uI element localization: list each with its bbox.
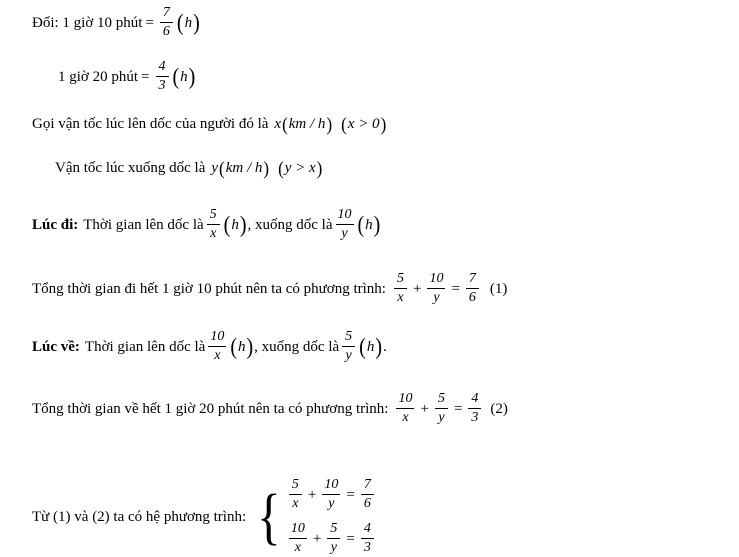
solution-line-convert-2 (58, 60, 196, 94)
line8-f2-numerator: 5 (437, 391, 445, 406)
line1-paren-open: ( (176, 10, 184, 36)
line2-paren-close: ) (188, 64, 196, 90)
sys2-fraction-1 (289, 521, 307, 555)
line7-text2: , xuống dốc là (254, 338, 340, 355)
sys2-f1-numerator: 10 (290, 521, 305, 537)
system-brace: { (257, 483, 281, 552)
luc-di-label: Lúc đi: (32, 216, 79, 233)
sys2-fraction-2 (327, 521, 340, 555)
line2-equals: = (141, 68, 150, 85)
line6-plus: + (412, 280, 422, 297)
fraction-bar (342, 346, 355, 347)
line3-paren-close: ) (326, 114, 333, 135)
line6-equals: = (451, 280, 460, 297)
line8-equals: = (453, 400, 463, 417)
line5-paren1-open: ( (223, 212, 231, 238)
system-rows (286, 478, 377, 557)
line5-fraction-2 (336, 207, 354, 241)
sys1-equals: = (346, 486, 355, 503)
sys1-f3-numerator: 7 (363, 477, 371, 492)
line5-paren2-open: ( (357, 212, 365, 238)
line3-paren-open: ( (282, 114, 288, 135)
line3-cond-paren-open: ( (341, 114, 347, 135)
solution-line-define-y (55, 160, 323, 177)
line6-f3-denominator: 6 (468, 289, 476, 305)
fraction-bar (327, 538, 340, 539)
fraction-bar (208, 346, 226, 347)
solution-line-luc-di (32, 208, 381, 242)
fraction-bar (435, 408, 448, 409)
sys2-plus: + (312, 531, 322, 548)
line7-paren2-open: ( (359, 334, 366, 360)
line1-unit: h (184, 14, 193, 31)
line3-variable: x (274, 116, 282, 132)
sys1-f3-denominator: 6 (363, 495, 371, 511)
line9-text: Từ (1) và (2) ta có hệ phương trình: (32, 508, 247, 525)
line6-text: Tổng thời gian đi hết 1 giờ 10 phút nên ta có phương trình: (32, 280, 386, 297)
fraction-bar (427, 288, 445, 289)
line5-unit2: h (365, 216, 373, 233)
sys1-f2-denominator: y (328, 495, 335, 511)
line6-f1-numerator: 5 (396, 271, 404, 286)
line5-fraction-1 (207, 207, 220, 241)
solution-line-convert-1 (32, 6, 201, 40)
fraction-bar (394, 288, 407, 289)
sys2-f3-numerator: 4 (363, 521, 371, 537)
line3-unit: km / h (288, 116, 326, 132)
fraction-bar (396, 408, 414, 409)
line2-numerator: 4 (158, 59, 166, 74)
line6-f1-denominator: x (397, 289, 404, 305)
line8-f3-numerator: 4 (471, 391, 479, 406)
solution-line-luc-ve (32, 330, 387, 364)
line7-paren1-open: ( (230, 334, 237, 360)
line5-paren2-close: ) (373, 212, 381, 238)
fraction-bar (289, 494, 302, 495)
line6-f2-denominator: y (433, 289, 440, 305)
line7-f1-numerator: 10 (210, 329, 225, 344)
equation-system (254, 478, 377, 557)
sys1-fraction-3 (361, 477, 374, 511)
line2-label: 1 giờ 20 phút (58, 68, 139, 85)
fraction-bar (361, 494, 374, 495)
system-equation-1 (286, 478, 377, 512)
fraction-bar (466, 288, 479, 289)
sys2-f2-numerator: 5 (330, 521, 338, 537)
fraction-bar (361, 538, 374, 539)
sys2-equals: = (346, 531, 355, 548)
line5-f1-numerator: 5 (209, 207, 217, 222)
line4-unit: km / h (225, 160, 263, 176)
line4-text: Vận tốc lúc xuống dốc là (55, 160, 206, 176)
line2-paren-open: ( (172, 64, 180, 90)
line5-f2-numerator: 10 (337, 207, 352, 222)
line7-unit2: h (366, 338, 375, 355)
line1-fraction (160, 5, 173, 39)
line3-cond-paren-close: ) (380, 114, 387, 135)
line7-f2-numerator: 5 (345, 329, 353, 344)
line7-fraction-1 (208, 329, 226, 363)
sys1-f1-numerator: 5 (291, 477, 299, 492)
fraction-bar (468, 408, 481, 409)
line4-cond-paren-close: ) (316, 158, 323, 179)
line8-f3-denominator: 3 (471, 409, 479, 425)
line2-denominator: 3 (158, 77, 166, 93)
line1-label: Đổi: 1 giờ 10 phút (32, 14, 143, 31)
luc-ve-label: Lúc về: (32, 338, 80, 355)
line4-condition: y > x (284, 160, 316, 176)
line7-f1-denominator: x (214, 347, 221, 363)
line8-f1-denominator: x (402, 409, 409, 425)
line1-equals: = (145, 14, 154, 31)
line5-text1: Thời gian lên dốc là (83, 216, 204, 233)
line6-f2-numerator: 10 (429, 271, 444, 286)
line1-numerator: 7 (162, 5, 170, 20)
line7-paren1-close: ) (246, 334, 254, 360)
line5-f2-denominator: y (341, 225, 348, 241)
line8-fraction-1 (396, 391, 414, 425)
line8-f2-denominator: y (438, 409, 445, 425)
fraction-bar (336, 224, 354, 225)
line4-paren-close: ) (263, 158, 270, 179)
line8-text: Tổng thời gian về hết 1 giờ 20 phút nên ta có phương trình: (32, 400, 389, 417)
line7-period: . (383, 338, 387, 355)
solution-line-system (32, 478, 377, 557)
line5-f1-denominator: x (210, 225, 217, 241)
line3-text: Gọi vận tốc lúc lên dốc của người đó là (32, 116, 269, 132)
line4-variable: y (211, 160, 219, 176)
line7-fraction-2 (342, 329, 355, 363)
fraction-bar (322, 494, 340, 495)
line8-tag: (2) (490, 400, 508, 417)
line2-unit: h (180, 68, 188, 85)
line1-paren-close: ) (193, 10, 200, 36)
sys1-fraction-1 (289, 477, 302, 511)
line7-unit1: h (238, 338, 246, 355)
line5-paren1-close: ) (239, 212, 247, 238)
line8-f1-numerator: 10 (398, 391, 413, 406)
sys2-f2-denominator: y (330, 540, 337, 556)
line7-f2-denominator: y (345, 347, 352, 363)
sys1-plus: + (307, 486, 317, 503)
line4-cond-paren-open: ( (278, 158, 284, 179)
sys2-fraction-3 (361, 521, 374, 555)
line6-fraction-1 (394, 271, 407, 305)
line6-fraction-3 (466, 271, 479, 305)
solution-line-define-x (32, 116, 387, 133)
line4-paren-open: ( (219, 158, 225, 179)
line1-denominator: 6 (162, 23, 170, 39)
line6-fraction-2 (427, 271, 445, 305)
fraction-bar (289, 538, 307, 539)
line8-fraction-3 (468, 391, 481, 425)
line7-paren2-close: ) (375, 334, 382, 360)
solution-line-equation-2 (32, 392, 508, 426)
line2-fraction (156, 59, 169, 93)
line7-text1: Thời gian lên dốc là (84, 338, 206, 355)
line6-f3-numerator: 7 (468, 271, 476, 286)
fraction-bar (156, 76, 169, 77)
fraction-bar (160, 22, 173, 23)
line5-unit1: h (231, 216, 239, 233)
sys2-f1-denominator: x (294, 540, 302, 556)
sys1-f2-numerator: 10 (324, 477, 339, 492)
line8-fraction-2 (435, 391, 448, 425)
sys2-f3-denominator: 3 (363, 540, 371, 556)
line3-condition: x > 0 (347, 116, 380, 132)
fraction-bar (207, 224, 220, 225)
line5-text2: , xuống dốc là (247, 216, 333, 233)
line8-plus: + (420, 400, 429, 417)
sys1-f1-denominator: x (292, 495, 299, 511)
sys1-fraction-2 (322, 477, 340, 511)
system-equation-2 (286, 522, 377, 556)
solution-line-equation-1 (32, 272, 507, 306)
line6-tag: (1) (489, 280, 508, 297)
